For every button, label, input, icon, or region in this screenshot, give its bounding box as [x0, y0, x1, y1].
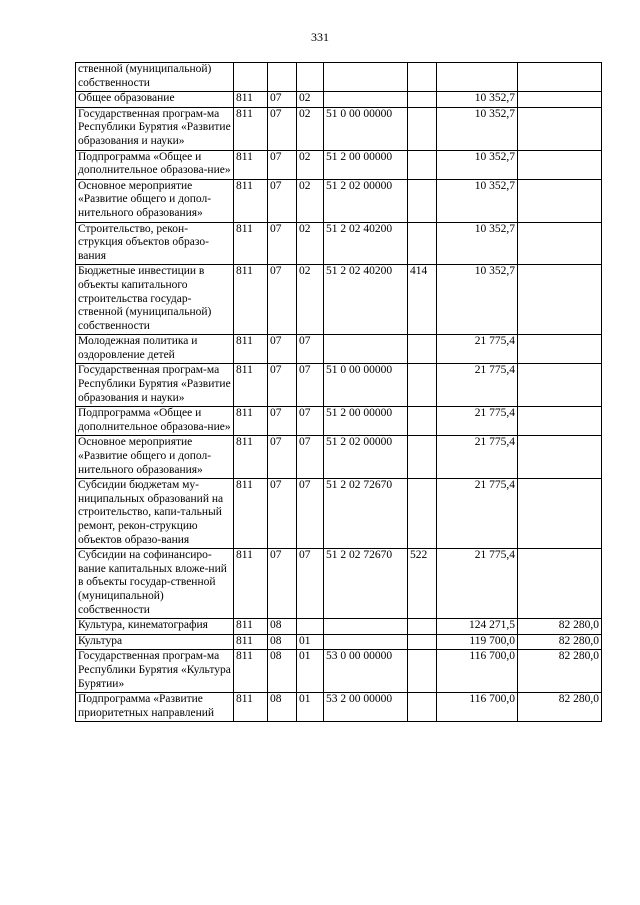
expense-type-cell	[408, 407, 437, 436]
budget-table	[75, 62, 602, 722]
expense-name-cell: Молодежная политика и оздоровление детей	[76, 335, 234, 364]
table-row	[76, 407, 602, 436]
expense-type-cell	[408, 693, 437, 722]
amount-cell: 10 352,7	[437, 265, 518, 335]
target-article-cell	[324, 63, 408, 92]
section-code-cell: 07	[268, 335, 297, 364]
amount-federal-cell	[518, 150, 602, 179]
section-code-cell: 07	[268, 364, 297, 407]
grbs-code-cell: 811	[234, 436, 268, 479]
subsection-code-cell: 01	[297, 650, 324, 693]
amount-federal-cell: 82 280,0	[518, 650, 602, 693]
table-row	[76, 364, 602, 407]
expense-type-cell	[408, 650, 437, 693]
amount-cell: 21 775,4	[437, 364, 518, 407]
target-article-cell: 53 0 00 00000	[324, 650, 408, 693]
expense-name-cell: Строительство, рекон-струкция объектов образо-вания	[76, 222, 234, 265]
expense-name-cell: Подпрограмма «Общее и дополнительное образова-ние»	[76, 150, 234, 179]
grbs-code-cell: 811	[234, 650, 268, 693]
table-row	[76, 693, 602, 722]
amount-cell: 10 352,7	[437, 222, 518, 265]
expense-type-cell	[408, 634, 437, 650]
grbs-code-cell: 811	[234, 179, 268, 222]
section-code-cell: 07	[268, 407, 297, 436]
target-article-cell: 51 2 02 00000	[324, 436, 408, 479]
amount-cell: 21 775,4	[437, 479, 518, 549]
section-code-cell: 07	[268, 222, 297, 265]
expense-name-cell: Субсидии бюджетам му-ниципальных образований на строительство, капи-тальный ремонт, рекон-струкцию объектов образо-вания	[76, 479, 234, 549]
table-row	[76, 63, 602, 92]
expense-type-cell: 522	[408, 549, 437, 619]
subsection-code-cell: 07	[297, 479, 324, 549]
amount-cell	[437, 63, 518, 92]
grbs-code-cell: 811	[234, 150, 268, 179]
amount-federal-cell	[518, 222, 602, 265]
expense-name-cell: Бюджетные инвестиции в объекты капитального строительства государ-ственной (муниципальной) собственности	[76, 265, 234, 335]
amount-cell: 21 775,4	[437, 335, 518, 364]
section-code-cell: 07	[268, 479, 297, 549]
target-article-cell	[324, 92, 408, 108]
target-article-cell: 51 0 00 00000	[324, 364, 408, 407]
amount-cell: 10 352,7	[437, 150, 518, 179]
amount-cell: 119 700,0	[437, 634, 518, 650]
grbs-code-cell: 811	[234, 407, 268, 436]
subsection-code-cell: 02	[297, 222, 324, 265]
target-article-cell: 51 2 00 00000	[324, 407, 408, 436]
table-row	[76, 436, 602, 479]
amount-federal-cell	[518, 92, 602, 108]
amount-federal-cell	[518, 479, 602, 549]
expense-name-cell: Государственная програм-ма Республики Бурятия «Развитие образования и науки»	[76, 364, 234, 407]
grbs-code-cell	[234, 63, 268, 92]
grbs-code-cell: 811	[234, 549, 268, 619]
amount-cell: 10 352,7	[437, 92, 518, 108]
grbs-code-cell: 811	[234, 479, 268, 549]
subsection-code-cell: 07	[297, 335, 324, 364]
table-row	[76, 265, 602, 335]
section-code-cell: 07	[268, 107, 297, 150]
expense-name-cell: Культура	[76, 634, 234, 650]
amount-federal-cell	[518, 107, 602, 150]
table-row	[76, 107, 602, 150]
subsection-code-cell: 01	[297, 693, 324, 722]
table-row	[76, 549, 602, 619]
expense-type-cell: 414	[408, 265, 437, 335]
subsection-code-cell	[297, 63, 324, 92]
subsection-code-cell: 07	[297, 407, 324, 436]
grbs-code-cell: 811	[234, 619, 268, 635]
target-article-cell	[324, 619, 408, 635]
expense-name-cell: ственной (муниципальной) собственности	[76, 63, 234, 92]
target-article-cell: 51 2 02 72670	[324, 479, 408, 549]
amount-federal-cell: 82 280,0	[518, 619, 602, 635]
target-article-cell: 51 2 02 40200	[324, 222, 408, 265]
expense-type-cell	[408, 107, 437, 150]
amount-federal-cell	[518, 179, 602, 222]
grbs-code-cell: 811	[234, 364, 268, 407]
section-code-cell: 08	[268, 634, 297, 650]
table-row	[76, 179, 602, 222]
section-code-cell	[268, 63, 297, 92]
amount-federal-cell	[518, 265, 602, 335]
expense-name-cell: Основное мероприятие «Развитие общего и допол-нительного образования»	[76, 436, 234, 479]
subsection-code-cell: 02	[297, 92, 324, 108]
subsection-code-cell: 02	[297, 265, 324, 335]
grbs-code-cell: 811	[234, 107, 268, 150]
grbs-code-cell: 811	[234, 92, 268, 108]
expense-name-cell: Культура, кинематография	[76, 619, 234, 635]
subsection-code-cell: 01	[297, 634, 324, 650]
expense-name-cell: Подпрограмма «Развитие приоритетных направлений	[76, 693, 234, 722]
subsection-code-cell: 07	[297, 436, 324, 479]
subsection-code-cell: 02	[297, 107, 324, 150]
target-article-cell	[324, 335, 408, 364]
section-code-cell: 07	[268, 179, 297, 222]
amount-federal-cell	[518, 335, 602, 364]
section-code-cell: 07	[268, 150, 297, 179]
grbs-code-cell: 811	[234, 335, 268, 364]
page-number: 331	[311, 30, 329, 44]
expense-type-cell	[408, 335, 437, 364]
grbs-code-cell: 811	[234, 222, 268, 265]
amount-cell: 21 775,4	[437, 407, 518, 436]
amount-federal-cell	[518, 436, 602, 479]
expense-type-cell	[408, 364, 437, 407]
table-row	[76, 634, 602, 650]
expense-type-cell	[408, 63, 437, 92]
table-row	[76, 479, 602, 549]
amount-federal-cell: 82 280,0	[518, 693, 602, 722]
amount-federal-cell	[518, 63, 602, 92]
target-article-cell: 51 2 02 00000	[324, 179, 408, 222]
budget-table-body	[76, 63, 602, 722]
expense-name-cell: Государственная програм-ма Республики Бурятия «Развитие образования и науки»	[76, 107, 234, 150]
amount-cell: 116 700,0	[437, 693, 518, 722]
table-row	[76, 335, 602, 364]
expense-name-cell: Подпрограмма «Общее и дополнительное образова-ние»	[76, 407, 234, 436]
grbs-code-cell: 811	[234, 265, 268, 335]
amount-cell: 21 775,4	[437, 549, 518, 619]
target-article-cell: 53 2 00 00000	[324, 693, 408, 722]
expense-type-cell	[408, 92, 437, 108]
amount-cell: 10 352,7	[437, 107, 518, 150]
section-code-cell: 08	[268, 650, 297, 693]
expense-type-cell	[408, 179, 437, 222]
expense-type-cell	[408, 222, 437, 265]
expense-type-cell	[408, 619, 437, 635]
target-article-cell: 51 2 02 72670	[324, 549, 408, 619]
expense-type-cell	[408, 479, 437, 549]
table-row	[76, 619, 602, 635]
section-code-cell: 08	[268, 619, 297, 635]
expense-name-cell: Государственная програм-ма Республики Бурятия «Культура Бурятии»	[76, 650, 234, 693]
amount-federal-cell: 82 280,0	[518, 634, 602, 650]
amount-cell: 124 271,5	[437, 619, 518, 635]
amount-cell: 116 700,0	[437, 650, 518, 693]
section-code-cell: 07	[268, 92, 297, 108]
amount-cell: 21 775,4	[437, 436, 518, 479]
grbs-code-cell: 811	[234, 634, 268, 650]
subsection-code-cell: 07	[297, 549, 324, 619]
amount-federal-cell	[518, 407, 602, 436]
expense-type-cell	[408, 436, 437, 479]
section-code-cell: 07	[268, 436, 297, 479]
subsection-code-cell: 07	[297, 364, 324, 407]
subsection-code-cell	[297, 619, 324, 635]
amount-cell: 10 352,7	[437, 179, 518, 222]
grbs-code-cell: 811	[234, 693, 268, 722]
table-row	[76, 222, 602, 265]
table-row	[76, 150, 602, 179]
table-row	[76, 650, 602, 693]
section-code-cell: 08	[268, 693, 297, 722]
expense-name-cell: Общее образование	[76, 92, 234, 108]
section-code-cell: 07	[268, 265, 297, 335]
expense-name-cell: Основное мероприятие «Развитие общего и допол-нительного образования»	[76, 179, 234, 222]
subsection-code-cell: 02	[297, 150, 324, 179]
target-article-cell: 51 2 00 00000	[324, 150, 408, 179]
table-row	[76, 92, 602, 108]
section-code-cell: 07	[268, 549, 297, 619]
target-article-cell	[324, 634, 408, 650]
amount-federal-cell	[518, 549, 602, 619]
target-article-cell: 51 2 02 40200	[324, 265, 408, 335]
target-article-cell: 51 0 00 00000	[324, 107, 408, 150]
expense-name-cell: Субсидии на софинансиро-вание капитальных вложе-ний в объекты государ-ственной (муниципальной) собственности	[76, 549, 234, 619]
amount-federal-cell	[518, 364, 602, 407]
expense-type-cell	[408, 150, 437, 179]
subsection-code-cell: 02	[297, 179, 324, 222]
